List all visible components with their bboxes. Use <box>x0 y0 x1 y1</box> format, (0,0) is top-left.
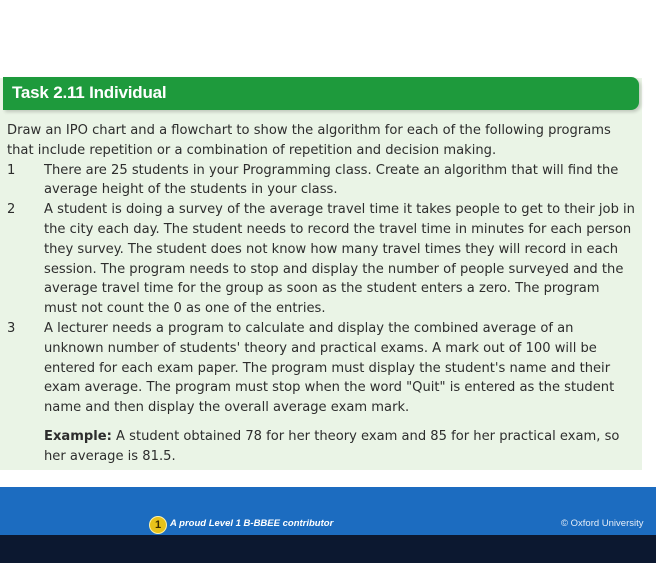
task-item-1 <box>7 161 635 201</box>
copyright-text: © Oxford University <box>561 518 644 529</box>
item-text: A student is doing a survey of the average travel time it takes people to get to their job in the city each day. The student needs to record the travel time in minutes for each person they survey. The student does not know how many travel times they will record in each session. The program needs to stop and display the number of people surveyed and the average travel time for the group as soon as the student enters a zero. The program must not count the 0 as one of the entries. <box>44 202 635 317</box>
example-text: A student obtained 78 for her theory exam and 85 for her practical exam, so her average is 81.5. <box>44 428 620 464</box>
task-intro: Draw an IPO chart and a flowchart to show the algorithm for each of the following programs that include repetition or a combination of repetition and decision making. <box>7 123 611 158</box>
footer-bottom-strip <box>0 535 656 563</box>
bbbee-badge-icon: 1 <box>149 516 167 534</box>
task-header <box>3 77 639 110</box>
contributor-text: A proud Level 1 B-BBEE contributor <box>170 518 334 529</box>
item-number: 3 <box>7 320 16 336</box>
item-text: There are 25 students in your Programming class. Create an algorithm that will find the average height of the students in your class. <box>44 162 619 198</box>
task-title: Task 2.11 Individual <box>12 83 167 102</box>
task-item-2 <box>7 200 635 319</box>
item-number: 1 <box>7 162 16 178</box>
item-text: A lecturer needs a program to calculate and display the combined average of an unknown number of students' theory and practical exams. A mark out of 100 will be entered for each exam paper. The program must display the student's name and their exam average. The program must stop when the word "Quit" is entered as the student name and then display the overall average exam mark. <box>44 320 615 416</box>
task-item-3 <box>7 319 635 418</box>
example-block <box>7 427 635 467</box>
item-number: 2 <box>7 202 16 218</box>
task-content <box>7 121 635 467</box>
example-label: Example: <box>44 428 112 444</box>
